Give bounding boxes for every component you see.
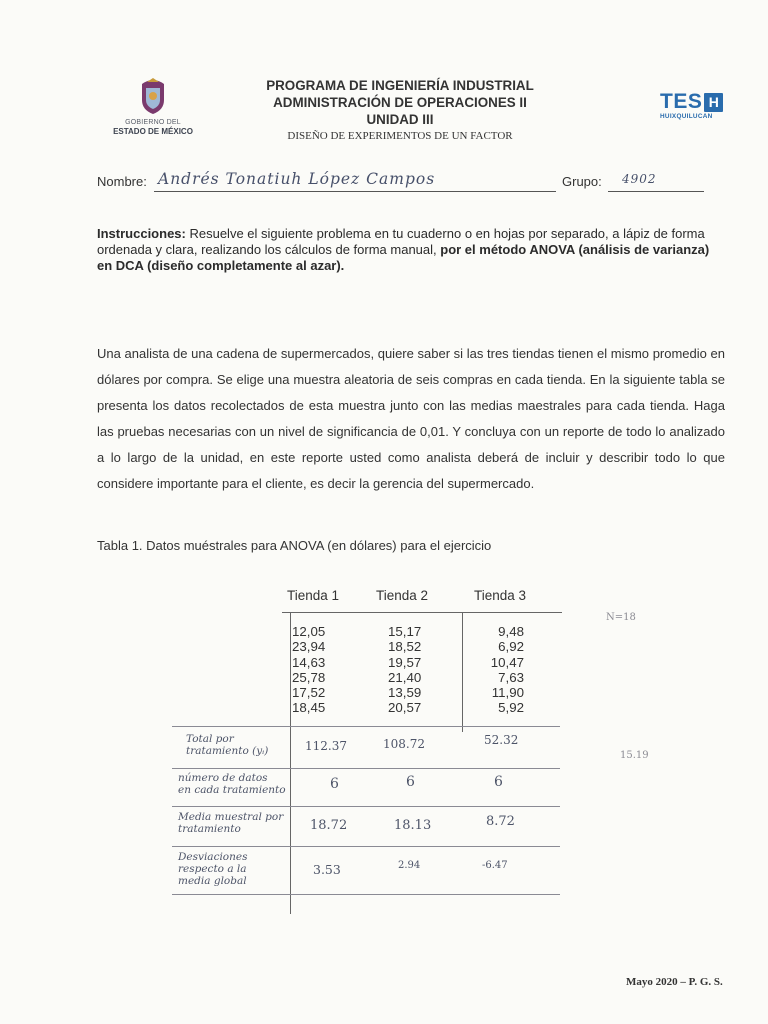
row-rule-1 (172, 726, 560, 727)
note-n-total: N=18 (606, 612, 636, 623)
cell-t2-r4: 21,40 (388, 669, 422, 685)
deviation-t2: 2.94 (398, 860, 421, 871)
problem-statement: Una analista de una cadena de supermercados, quiere saber si las tres tiendas tienen el mismo promedio en dólares por compra. Se elige una muestra aleatoria de seis compras en cada tienda. En la siguiente tabla se presenta los datos recolectados de esta muestra junto con las medias maestrales para cada tienda. Haga las pruebas necesarias con un nivel de significancia de 0,01. Y concluya con un reporte de todo lo analizado a lo largo de la unidad, en este reporte usted como analista deberá de incluir y describir todo lo que considere importante para el cliente, es decir la gerencia del supermercado. (97, 346, 725, 491)
col-header-tienda-1: Tienda 1 (287, 588, 340, 603)
gov-line-1: GOBIERNO DEL (125, 119, 181, 126)
mean-t1: 18.72 (310, 818, 348, 833)
tes-logo-box: H (704, 93, 723, 112)
title-line-2: ADMINISTRACIÓN DE OPERACIONES II (273, 95, 527, 110)
row-label-total-line-1: Total por (186, 733, 234, 745)
cell-t2-r2: 18,52 (388, 639, 422, 655)
row-label-count (178, 772, 286, 796)
row-label-deviation-line-1: Desviaciones (178, 851, 248, 863)
title-line-1: PROGRAMA DE INGENIERÍA INDUSTRIAL (266, 78, 534, 93)
row-rule-5 (172, 894, 560, 895)
count-t2: 6 (406, 774, 415, 790)
document-title-block (200, 77, 600, 142)
column-tienda-3 (484, 624, 524, 716)
total-t3: 52.32 (484, 733, 519, 747)
cell-t2-r3: 19,57 (388, 654, 422, 670)
name-underline (154, 191, 556, 192)
row-rule-2 (172, 768, 560, 769)
vertical-rule-1 (290, 612, 291, 914)
cell-t1-r5: 17,52 (292, 685, 326, 701)
mean-t3: 8.72 (486, 814, 515, 829)
count-t3: 6 (494, 774, 503, 790)
row-label-count-line-2: en cada tratamiento (178, 784, 286, 796)
state-shield-icon (138, 76, 168, 116)
row-label-mean-line-1: Media muestral por (178, 811, 284, 823)
document-subtitle: DISEÑO DE EXPERIMENTOS DE UN FACTOR (287, 130, 513, 142)
table-caption: Tabla 1. Datos muéstrales para ANOVA (en dólares) para el ejercicio (97, 538, 492, 553)
row-label-deviation-line-3: media global (178, 875, 247, 887)
row-label-mean-line-2: tratamiento (178, 823, 241, 835)
count-t1: 6 (330, 776, 339, 792)
cell-t2-r1: 15,17 (388, 624, 422, 639)
instructions-bold: por el método ANOVA (análisis de varianza) en DCA (diseño completamente al azar). (97, 242, 710, 273)
group-label: Grupo: (562, 174, 602, 189)
col-header-tienda-3: Tienda 3 (474, 588, 527, 603)
cell-t3-r1: 9,48 (498, 624, 524, 639)
note-global-mean: 15.19 (620, 750, 649, 761)
row-label-mean (178, 811, 283, 835)
col-header-tienda-2: Tienda 2 (376, 588, 429, 603)
deviation-t1: 3.53 (313, 862, 341, 877)
instructions-text: Resuelve el siguiente problema en tu cuaderno o en hojas por separado, a lápiz de forma ordenada y clara, realizando los cálculos de forma manual, (97, 226, 705, 257)
row-label-total (186, 733, 268, 757)
cell-t1-r4: 25,78 (292, 669, 326, 685)
title-line-3: UNIDAD III (366, 112, 434, 127)
cell-t3-r3: 10,47 (490, 654, 524, 670)
cell-t1-r6: 18,45 (292, 700, 326, 716)
group-underline (608, 191, 704, 192)
total-t2: 108.72 (383, 737, 425, 751)
tesh-logo (660, 92, 740, 120)
group-handwritten: 4902 (622, 172, 657, 186)
header-rule (282, 612, 562, 613)
instructions (97, 226, 725, 274)
total-t1: 112.37 (305, 739, 347, 753)
page-footer: Mayo 2020 – P. G. S. (626, 976, 723, 988)
tes-logo-text: TES (660, 90, 703, 113)
cell-t3-r6: 5,92 (498, 700, 524, 716)
cell-t2-r5: 13,59 (388, 685, 422, 701)
cell-t1-r2: 23,94 (292, 639, 326, 655)
vertical-rule-2 (462, 612, 463, 732)
cell-t3-r4: 7,63 (498, 669, 524, 685)
cell-t3-r5: 11,90 (491, 685, 524, 701)
row-label-count-line-1: número de datos (178, 772, 268, 784)
row-label-deviation (178, 851, 248, 887)
instructions-lead: Instrucciones: (97, 226, 186, 241)
column-tienda-1 (292, 624, 325, 716)
name-label: Nombre: (97, 174, 147, 189)
cell-t1-r3: 14,63 (292, 654, 326, 670)
row-rule-3 (172, 806, 560, 807)
cell-t2-r6: 20,57 (388, 700, 422, 716)
row-rule-4 (172, 846, 560, 847)
column-tienda-2 (388, 624, 421, 716)
cell-t3-r2: 6,92 (498, 639, 524, 655)
gov-line-2: ESTADO DE MÉXICO (113, 127, 193, 136)
cell-t1-r1: 12,05 (292, 624, 326, 639)
row-label-deviation-line-2: respecto a la (178, 863, 247, 875)
student-name-handwritten: Andrés Tonatiuh López Campos (158, 170, 436, 188)
mean-t2: 18.13 (394, 818, 432, 833)
gobierno-logo (98, 76, 208, 137)
deviation-t3: -6.47 (482, 860, 508, 871)
tes-logo-subtitle: HUIXQUILUCAN (660, 113, 713, 120)
row-label-total-line-2: tratamiento (yᵢ) (186, 745, 269, 757)
